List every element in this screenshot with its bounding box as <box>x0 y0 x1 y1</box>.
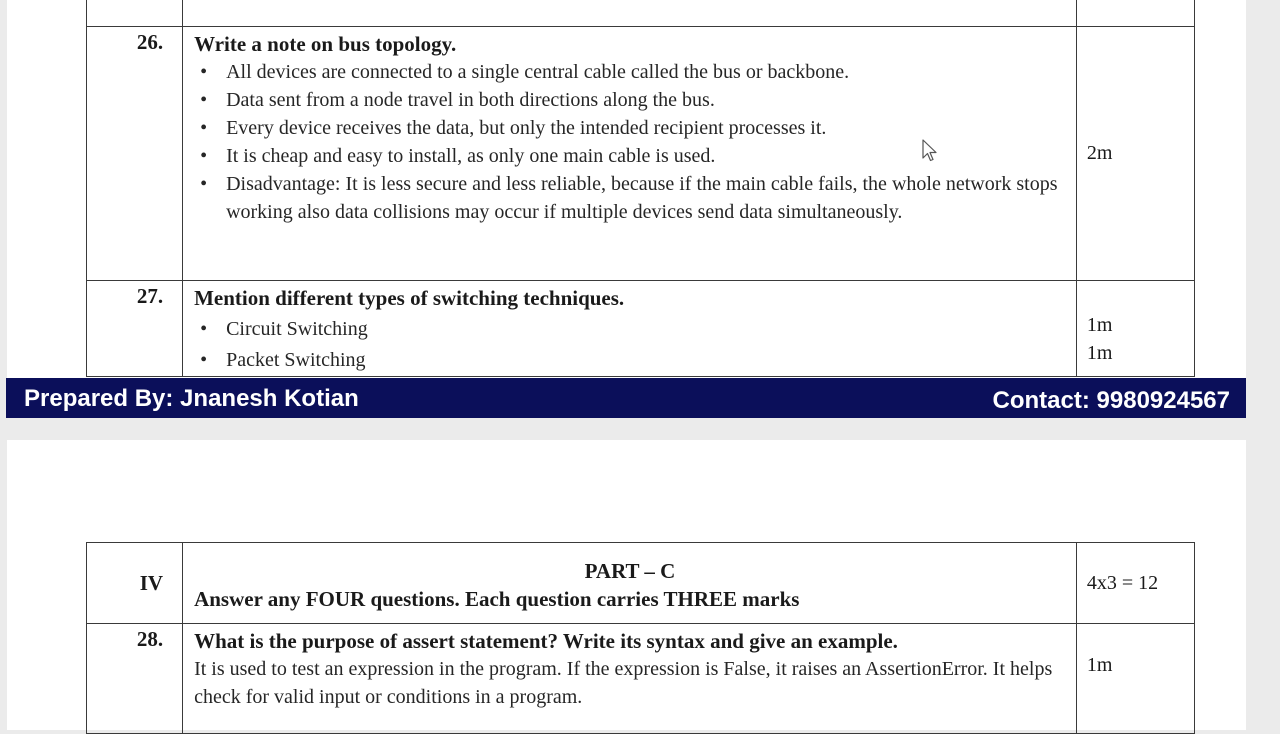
marks-value: 1m <box>1086 342 1113 364</box>
answer-bullet-list <box>194 314 1066 376</box>
question-number: 28. <box>87 624 183 734</box>
section-header <box>183 543 1077 624</box>
question-number: 27. <box>87 281 183 377</box>
question-number: 26. <box>87 27 183 281</box>
question-content <box>183 281 1077 377</box>
answer-bullet: • Data sent from a node travel in both directions along the bus. <box>226 86 1066 114</box>
part-title: PART – C <box>584 559 676 583</box>
marks-cell: 2m <box>1076 27 1194 281</box>
answer-bullet: • It is cheap and easy to install, as only one main cable is used. <box>226 142 1066 170</box>
question-content <box>183 624 1077 734</box>
section-header-row <box>87 543 1195 624</box>
marks-value: 1m <box>1086 314 1113 336</box>
answer-bullet: • Circuit Switching <box>226 314 1066 345</box>
question-content <box>183 27 1077 281</box>
questions-table-bottom <box>86 542 1195 734</box>
section-instruction: Answer any FOUR questions. Each question carries THREE marks <box>194 587 800 611</box>
previous-row-stub <box>87 0 1195 27</box>
marks-cell <box>1076 281 1194 377</box>
question-title: Mention different types of switching techniques. <box>194 286 625 310</box>
answer-bullet: • Disadvantage: It is less secure and less reliable, because if the main cable fails, the whole network stops working also data collisions may occur if multiple devices send data simultaneously. <box>226 170 1066 226</box>
questions-table-top <box>86 0 1195 377</box>
footer-banner <box>6 378 1246 418</box>
answer-text: It is used to test an expression in the program. If the expression is False, it raises an AssertionError. It helps check for valid input or conditions in a program. <box>194 658 1053 708</box>
question-title: What is the purpose of assert statement? Write its syntax and give an example. <box>194 629 898 653</box>
marks-cell: 1m <box>1076 624 1194 734</box>
section-number: IV <box>87 543 183 624</box>
answer-bullet: • Packet Switching <box>226 345 1066 376</box>
answer-bullet: • All devices are connected to a single central cable called the bus or backbone. <box>226 58 1066 86</box>
contact-text: Contact: 9980924567 <box>992 387 1230 414</box>
question-row-28 <box>87 624 1195 734</box>
mouse-cursor-icon <box>922 139 938 163</box>
prepared-by-text: Prepared By: Jnanesh Kotian <box>24 385 359 412</box>
section-marks: 4x3 = 12 <box>1076 543 1194 624</box>
answer-bullet: • Every device receives the data, but only the intended recipient processes it. <box>226 114 1066 142</box>
question-row-27 <box>87 281 1195 377</box>
question-title: Write a note on bus topology. <box>194 32 457 56</box>
question-row-26 <box>87 27 1195 281</box>
